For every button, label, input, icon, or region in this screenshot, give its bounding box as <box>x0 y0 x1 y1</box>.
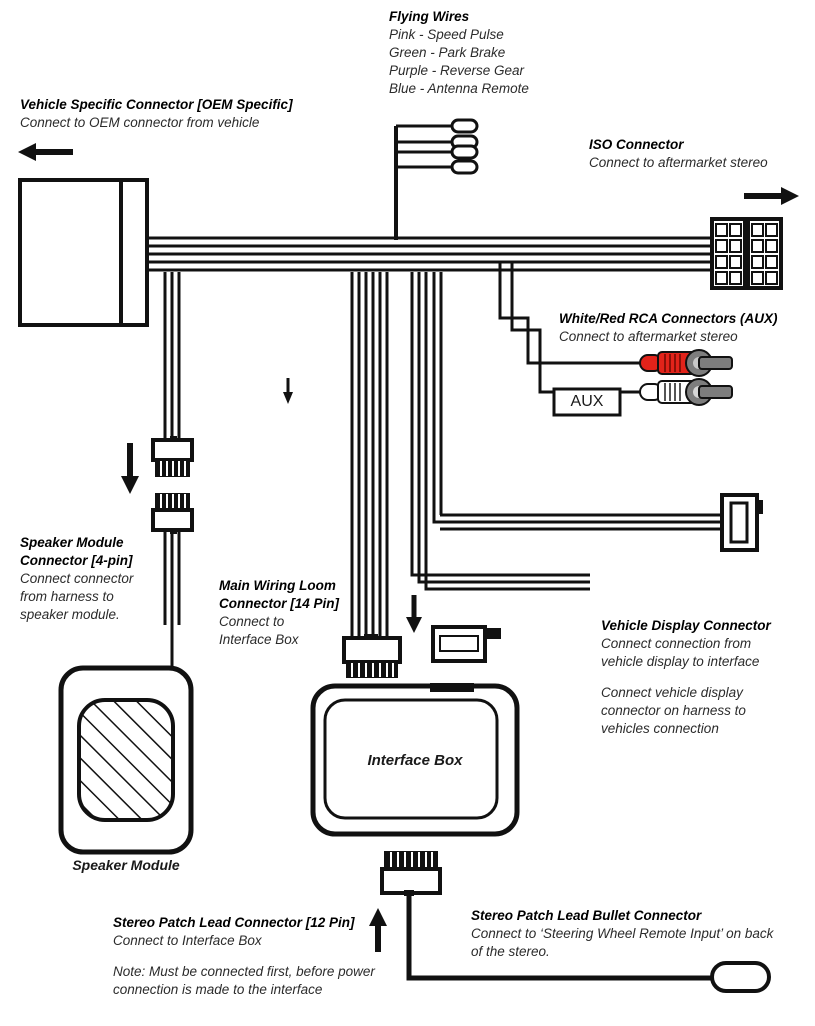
flying-wires-line-2: Green - Park Brake <box>389 45 506 61</box>
aux-box-text: AUX <box>570 393 604 410</box>
flying-wires-title: Flying Wires <box>389 9 470 24</box>
aux-box-label <box>554 389 620 415</box>
main-wiring-loom-title-2: Connector [14 Pin] <box>219 596 340 612</box>
rca-connector-white[interactable] <box>640 379 732 405</box>
iso-connector-title: ISO Connector <box>589 137 684 152</box>
main-wiring-loom-line-2: Interface Box <box>219 632 299 648</box>
main-wiring-loom-connector[interactable] <box>344 634 400 678</box>
label-flying-wires <box>389 8 529 98</box>
vehicle-display-connector-line-1: Connect connection from <box>601 636 752 652</box>
label-main-wiring-loom <box>219 577 339 649</box>
stereo-patch-lead-connector-note-2: connection is made to the interface <box>113 982 323 998</box>
iso-connector-line-1: Connect to aftermarket stereo <box>589 155 768 171</box>
vehicle-display-connector-line2-2: connector on harness to <box>601 703 746 719</box>
label-speaker-module-connector <box>20 534 133 624</box>
speaker-module-connector-line-1: Connect connector <box>20 571 134 587</box>
stereo-patch-lead-connector-note-1: Note: Must be connected first, before power <box>113 963 375 979</box>
vehicle-specific-connector-body[interactable] <box>20 180 147 325</box>
arrow-left-icon <box>18 143 73 161</box>
rca-connectors-title: White/Red RCA Connectors (AUX) <box>559 311 778 326</box>
arrow-down-icon-interface <box>406 595 422 633</box>
vehicle-specific-connector-line-1: Connect to OEM connector from vehicle <box>20 115 260 131</box>
speaker-module-connector-line-2: from harness to <box>20 589 114 605</box>
main-loom-wires <box>352 272 387 638</box>
vehicle-display-connector-spacer <box>601 671 771 684</box>
speaker-module-connector-title-2: Connector [4-pin] <box>20 553 133 569</box>
stereo-patch-lead-bullet-line-2: of the stereo. <box>471 944 550 960</box>
arrow-right-icon <box>744 187 799 205</box>
stereo-patch-lead-connector-spacer <box>113 950 375 963</box>
interface-box-label <box>313 686 517 834</box>
flying-wires-line-4: Blue - Antenna Remote <box>389 81 529 97</box>
speaker-module-connector-upper[interactable] <box>153 436 192 477</box>
interface-box-text: Interface Box <box>367 751 463 769</box>
vehicle-display-connector-title: Vehicle Display Connector <box>601 618 771 633</box>
vehicle-display-connector-line-2: vehicle display to interface <box>601 654 760 670</box>
vehicle-display-connector-line2-3: vehicles connection <box>601 721 719 737</box>
main-harness-bundle <box>146 238 782 270</box>
speaker-module-body <box>61 668 191 852</box>
speaker-module-connector-lower[interactable] <box>153 493 192 534</box>
main-wiring-loom-title-1: Main Wiring Loom <box>219 578 336 593</box>
label-vehicle-specific-connector <box>20 96 293 132</box>
iso-connector-body[interactable] <box>712 219 781 288</box>
label-vehicle-display-connector <box>601 617 771 738</box>
arrow-down-icon-mid <box>283 378 293 404</box>
vehicle-display-connector-upper[interactable] <box>722 495 763 550</box>
label-stereo-patch-lead-connector <box>113 914 375 999</box>
flying-wires-line-1: Pink - Speed Pulse <box>389 27 504 43</box>
label-rca-connectors <box>559 310 778 346</box>
label-stereo-patch-lead-bullet <box>471 907 773 961</box>
stereo-patch-lead-bullet-line-1: Connect to ‘Steering Wheel Remote Input’ on back <box>471 926 774 942</box>
main-wiring-loom-line-1: Connect to <box>219 614 285 630</box>
flying-wires-group <box>396 120 477 240</box>
rca-connector-red[interactable] <box>640 350 732 376</box>
speaker-module-connector-line-3: speaker module. <box>20 607 120 623</box>
stereo-patch-lead-bullet-title: Stereo Patch Lead Bullet Connector <box>471 908 702 923</box>
vehicle-display-connector-lower[interactable] <box>433 627 501 661</box>
stereo-patch-lead-connector[interactable] <box>382 851 440 896</box>
vehicle-specific-connector-title: Vehicle Specific Connector [OEM Specific] <box>20 97 293 112</box>
stereo-patch-lead-connector-line-1: Connect to Interface Box <box>113 933 262 949</box>
speaker-module-text: Speaker Module <box>72 857 180 873</box>
label-iso-connector <box>589 136 768 172</box>
vehicle-display-connector-line2-1: Connect vehicle display <box>601 685 743 701</box>
flying-wires-line-3: Purple - Reverse Gear <box>389 63 525 79</box>
speaker-module-connector-title-1: Speaker Module <box>20 535 124 550</box>
arrow-down-icon-speaker <box>121 443 139 494</box>
stereo-patch-lead-connector-title: Stereo Patch Lead Connector [12 Pin] <box>113 915 355 930</box>
speaker-module-label <box>41 857 211 873</box>
stereo-patch-lead-bullet-connector[interactable] <box>712 963 769 991</box>
rca-connectors-line-1: Connect to aftermarket stereo <box>559 329 738 345</box>
